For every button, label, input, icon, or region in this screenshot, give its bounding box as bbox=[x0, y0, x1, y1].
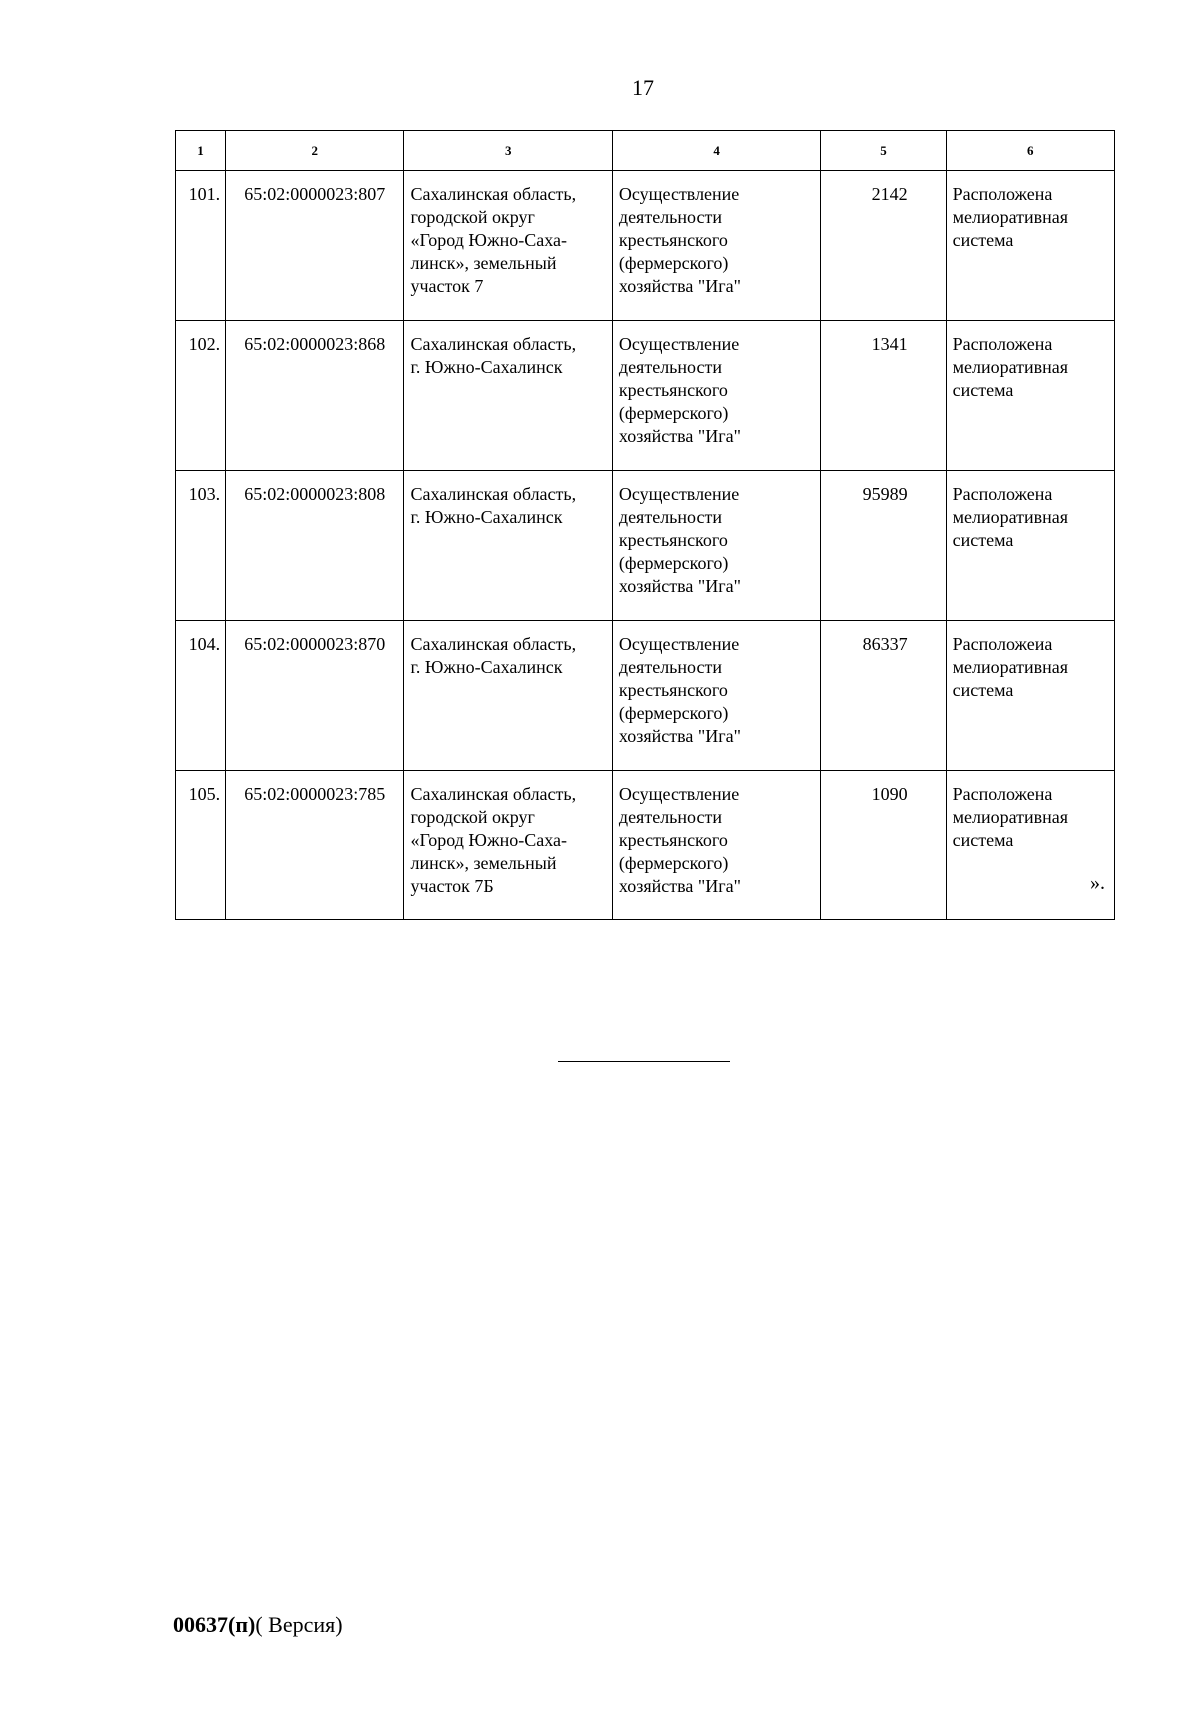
row-number: 104. bbox=[176, 621, 226, 771]
row-number: 101. bbox=[176, 171, 226, 321]
area-cell: 2142 bbox=[821, 171, 946, 321]
land-use-cell: Осуществление деятельности крестьянского (фермерского) хозяйства "Ига" bbox=[612, 321, 820, 471]
note-cell: Расположена мелиоративная система bbox=[946, 171, 1114, 321]
document-code bbox=[173, 1612, 343, 1638]
area-cell: 95989 bbox=[821, 471, 946, 621]
separator-line bbox=[558, 1061, 730, 1062]
area-cell: 86337 bbox=[821, 621, 946, 771]
land-use-cell: Осуществление деятельности крестьянского (фермерского) хозяйства "Ига" bbox=[612, 471, 820, 621]
document-code-bold: 00637(п) bbox=[173, 1612, 256, 1637]
cadastral-number: 65:02:0000023:807 bbox=[226, 171, 404, 321]
table-row bbox=[176, 621, 1115, 771]
land-use-cell: Осуществление деятельности крестьянского (фермерского) хозяйства "Ига" bbox=[612, 621, 820, 771]
address-cell: Сахалинская область, городской округ «Город Южно-Саха- линск», земельный участок 7Б bbox=[404, 771, 612, 920]
address-cell: Сахалинская область, г. Южно-Сахалинск bbox=[404, 621, 612, 771]
table-row bbox=[176, 321, 1115, 471]
table-header-row bbox=[176, 131, 1115, 171]
address-cell: Сахалинская область, городской округ «Город Южно-Саха- линск», земельный участок 7 bbox=[404, 171, 612, 321]
land-plots-table bbox=[175, 130, 1115, 920]
note-cell: Расположена мелиоративная система bbox=[946, 771, 1114, 920]
header-cell: 5 bbox=[821, 131, 946, 171]
area-cell: 1090 bbox=[821, 771, 946, 920]
header-cell: 3 bbox=[404, 131, 612, 171]
land-use-cell: Осуществление деятельности крестьянского (фермерского) хозяйства "Ига" bbox=[612, 171, 820, 321]
table-row bbox=[176, 771, 1115, 920]
address-cell: Сахалинская область, г. Южно-Сахалинск bbox=[404, 321, 612, 471]
row-number: 105. bbox=[176, 771, 226, 920]
row-number: 102. bbox=[176, 321, 226, 471]
address-cell: Сахалинская область, г. Южно-Сахалинск bbox=[404, 471, 612, 621]
cadastral-number: 65:02:0000023:868 bbox=[226, 321, 404, 471]
header-cell: 4 bbox=[612, 131, 820, 171]
land-use-cell: Осуществление деятельности крестьянского (фермерского) хозяйства "Ига" bbox=[612, 771, 820, 920]
cadastral-number: 65:02:0000023:808 bbox=[226, 471, 404, 621]
row-number: 103. bbox=[176, 471, 226, 621]
note-cell: Расположена мелиоративная система bbox=[946, 471, 1114, 621]
cadastral-number: 65:02:0000023:870 bbox=[226, 621, 404, 771]
table-row bbox=[176, 471, 1115, 621]
note-cell: Расположена мелиоративная система bbox=[946, 321, 1114, 471]
header-cell: 2 bbox=[226, 131, 404, 171]
header-cell: 6 bbox=[946, 131, 1114, 171]
page-number: 17 bbox=[632, 75, 654, 100]
document-code-version: ( Версия) bbox=[255, 1612, 343, 1637]
area-cell: 1341 bbox=[821, 321, 946, 471]
note-cell: Расположеиа мелиоративная система bbox=[946, 621, 1114, 771]
table-row bbox=[176, 171, 1115, 321]
header-cell: 1 bbox=[176, 131, 226, 171]
closing-quote: ». bbox=[1090, 872, 1105, 894]
cadastral-number: 65:02:0000023:785 bbox=[226, 771, 404, 920]
